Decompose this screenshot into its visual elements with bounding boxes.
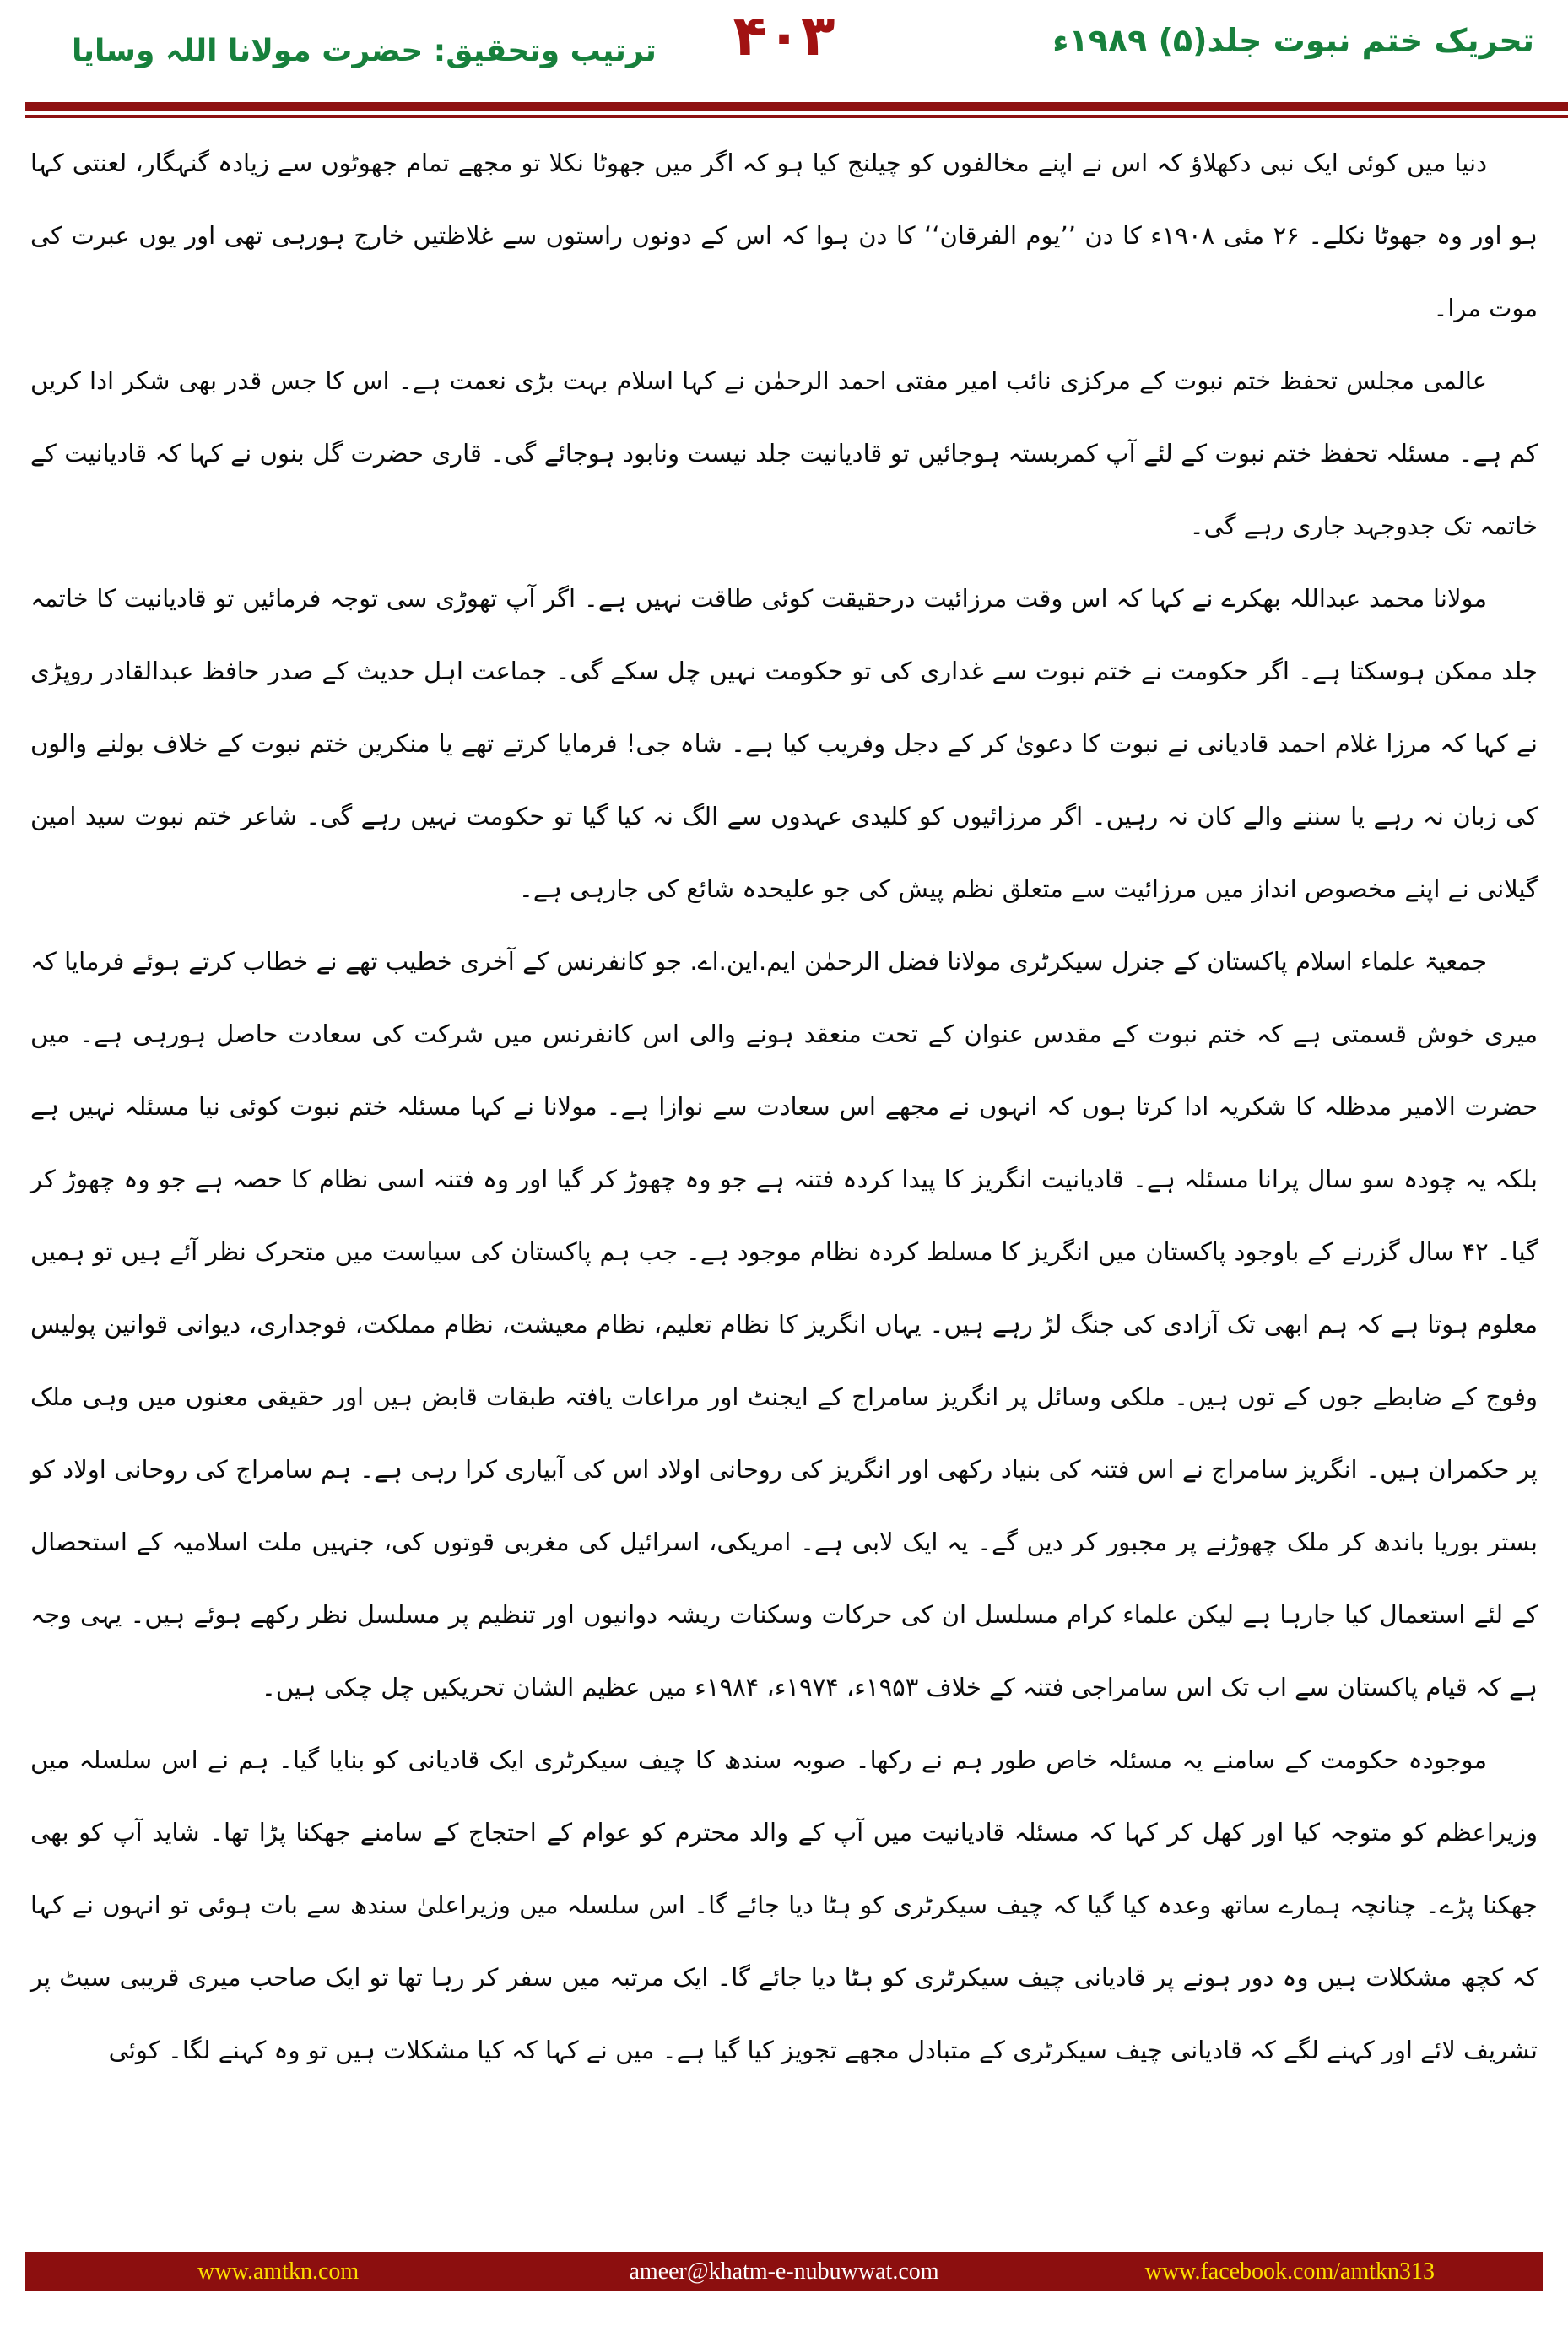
paragraph: جمعیۃ علماء اسلام پاکستان کے جنرل سیکرٹری مولانا فضل الرحمٰن ایم.این.اے. جو کانفرنس کے آخری خطیب تھے نے خطاب کرتے ہوئے فرمایا کہ میری خوش قسمتی ہے کہ ختم نبوت کے مقدس عنوان کے تحت منعقد ہونے والی اس کانفرنس میں شرکت کی سعادت حاصل ہورہی ہے۔ میں حضرت الامیر مدظلہ کا شکریہ ادا کرتا ہوں کہ انہوں نے مجھے اس سعادت سے نوازا ہے۔ مولانا نے کہا مسئلہ ختم نبوت کوئی نیا مسئلہ نہیں ہے بلکہ یہ چودہ سو سال پرانا مسئلہ ہے۔ قادیانیت انگریز کا پیدا کردہ فتنہ ہے جو وہ چھوڑ کر گیا اور وہ فتنہ اسی نظام کا حصہ ہے جو وہ چھوڑ کر گیا۔ ۴۲ سال گزرنے کے باوجود پاکستان میں انگریز کا مسلط کردہ نظام موجود ہے۔ جب ہم پاکستان کی سیاست میں متحرک نظر آئے ہیں تو ہمیں معلوم ہوتا ہے کہ ہم ابھی تک آزادی کی جنگ لڑ رہے ہیں۔ یہاں انگریز کا نظام تعلیم، نظام معیشت، نظام مملکت، فوجداری، دیوانی قوانین پولیس وفوج کے ضابطے جوں کے توں ہیں۔ ملکی وسائل پر انگریز سامراج کے ایجنٹ اور مراعات یافتہ طبقات قابض ہیں اور حقیقی معنوں میں وہی ملک پر حکمران ہیں۔ انگریز سامراج نے اس فتنہ کی بنیاد رکھی اور انگریز کی روحانی اولاد اس کی آبیاری کرا رہی ہے۔ ہم سامراج کی روحانی اولاد کو بستر بوریا باندھ کر ملک چھوڑنے پر مجبور کر دیں گے۔ یہ ایک لابی ہے۔ امریکی، اسرائیل کی مغربی قوتوں کی، جنہیں ملت اسلامیہ کے استحصال کے لئے استعمال کیا جارہا ہے لیکن علماء کرام مسلسل ان کی حرکات وسکنات ریشہ دوانیوں اور تنظیم پر مسلسل نظر رکھے ہوئے ہیں۔ یہی وجہ ہے کہ قیام پاکستان سے اب تک اس سامراجی فتنہ کے خلاف ۱۹۵۳ء، ۱۹۷۴ء، ۱۹۸۴ء میں عظیم الشان تحریکیں چل چکی ہیں۔ xyxy=(30,947,1538,1701)
header-rule-thick xyxy=(25,102,1568,111)
footer-bar xyxy=(25,2252,1543,2291)
footer-email-address: ameer@khatm-e-nubuwwat.com xyxy=(629,2258,939,2285)
header-rule-thin xyxy=(25,115,1568,118)
footer-website-url: www.amtkn.com xyxy=(197,2258,360,2285)
page-number: ۴۰۳ xyxy=(733,3,835,68)
footer-facebook-url: www.facebook.com/amtkn313 xyxy=(1144,2258,1436,2285)
paragraph: عالمی مجلس تحفظ ختم نبوت کے مرکزی نائب امیر مفتی احمد الرحمٰن نے کہا اسلام بہت بڑی نعمت ہے۔ اس کا جس قدر بھی شکر ادا کریں کم ہے۔ مسئلہ تحفظ ختم نبوت کے لئے آپ کمربستہ ہوجائیں تو قادیانیت جلد نیست ونابود ہوجائے گی۔ قاری حضرت گل بنوں نے کہا کہ قادیانیت کے خاتمہ تک جدوجہد جاری رہے گی۔ xyxy=(30,366,1538,540)
paragraph: مولانا محمد عبداللہ بھکرے نے کہا کہ اس وقت مرزائیت درحقیقت کوئی طاقت نہیں ہے۔ اگر آپ تھوڑی سی توجہ فرمائیں تو قادیانیت کا خاتمہ جلد ممکن ہوسکتا ہے۔ اگر حکومت نے ختم نبوت سے غداری کی تو حکومت نہیں چل سکے گی۔ جماعت اہل حدیث کے صدر حافظ عبدالقادر روپڑی نے کہا کہ مرزا غلام احمد قادیانی نے نبوت کا دعویٰ کر کے دجل وفریب کیا ہے۔ شاہ جی! فرمایا کرتے تھے یا منکرین ختم نبوت کے خلاف بولنے والوں کی زبان نہ رہے یا سننے والے کان نہ رہیں۔ اگر مرزائیوں کو کلیدی عہدوں سے الگ نہ کیا گیا تو حکومت نہیں رہے گی۔ شاعر ختم نبوت سید امین گیلانی نے اپنے مخصوص انداز میں مرزائیت سے متعلق نظم پیش کی جو علیحدہ شائع کی جارہی ہے۔ xyxy=(30,584,1538,903)
paragraph: دنیا میں کوئی ایک نبی دکھلاؤ کہ اس نے اپنے مخالفوں کو چیلنج کیا ہو کہ اگر میں جھوٹا نکلا تو مجھے تمام جھوٹوں سے زیادہ گنہگار، لعنتی کہا ہو اور وہ جھوٹا نکلے۔ ۲۶ مئی ۱۹۰۸ء کا دن ’’یوم الفرقان‘‘ کا دن ہوا کہ اس کے دونوں راستوں سے غلاظتیں خارج ہورہی تھی اور یوں عبرت کی موت مرا۔ xyxy=(30,149,1538,322)
paragraph: موجودہ حکومت کے سامنے یہ مسئلہ خاص طور ہم نے رکھا۔ صوبہ سندھ کا چیف سیکرٹری ایک قادیانی کو بنایا گیا۔ ہم نے اس سلسلہ میں وزیراعظم کو متوجہ کیا اور کھل کر کہا کہ مسئلہ قادیانیت میں آپ کے والد محترم کو عوام کے احتجاج کے سامنے جھکنا پڑا تھا۔ شاید آپ کو بھی جھکنا پڑے۔ چنانچہ ہمارے ساتھ وعدہ کیا گیا کہ چیف سیکرٹری کو ہٹا دیا جائے گا۔ اس سلسلہ میں وزیراعلیٰ سندھ سے بات ہوئی تو انہوں نے کہا کہ کچھ مشکلات ہیں وہ دور ہونے پر قادیانی چیف سیکرٹری کو ہٹا دیا جائے گا۔ ایک مرتبہ میں سفر کر رہا تھا تو ایک صاحب میری قریبی سیٹ پر تشریف لائے اور کہنے لگے کہ قادیانی چیف سیکرٹری کے متبادل مجھے تجویز کیا گیا ہے۔ میں نے کہا کہ کیا مشکلات ہیں تو وہ کہنے لگا۔ کوئی xyxy=(30,1745,1538,2064)
editor-credit: ترتیب وتحقیق: حضرت مولانا اللہ وسایا xyxy=(72,34,657,68)
body-text xyxy=(30,127,1538,2086)
book-title: تحریک ختم نبوت جلد(۵) ۱۹۸۹ء xyxy=(1052,22,1534,59)
